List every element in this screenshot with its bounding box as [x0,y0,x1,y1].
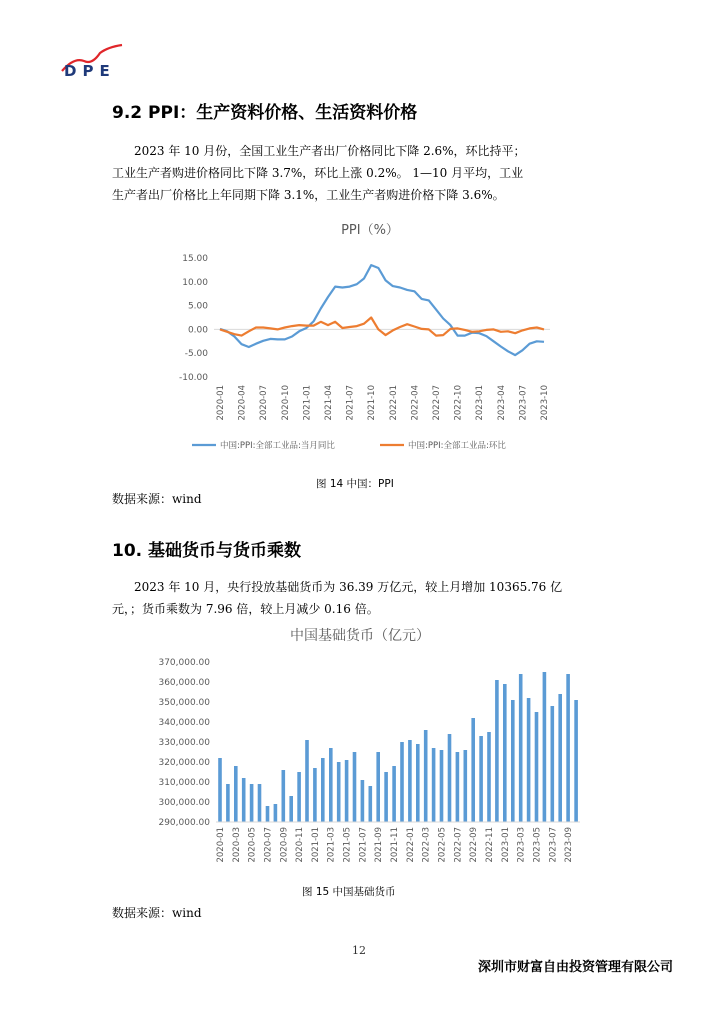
figure-caption-ppi: 图 14 中国：PPI [316,478,394,490]
x-tick-label: 2023-01 [500,827,511,863]
chart-title: PPI（%） [341,223,399,238]
legend-label: 中国:PPI:全部工业品:当月同比 [220,441,335,451]
x-tick-label: 2022-03 [421,827,432,863]
source-note-base-money: 数据来源：wind [112,906,202,920]
x-tick-label: 2020-09 [279,827,290,863]
x-tick-label: 2020-01 [216,385,226,421]
bar [218,758,222,822]
ppi-paragraph-line: 2023 年 10 月份，全国工业生产者出厂价格同比下降 2.6%，环比持平； [134,144,526,158]
x-tick-label: 2020-11 [295,827,306,863]
bar [353,752,357,822]
x-tick-label: 2021-04 [324,385,334,421]
x-tick-label: 2021-09 [374,827,385,863]
y-tick-label: 330,000.00 [158,738,210,748]
y-tick-label: 340,000.00 [158,718,210,728]
bar [574,700,578,822]
x-tick-label: 2022-01 [405,827,416,863]
section-heading-base-money: 10. 基础货币与货币乘数 [112,541,302,561]
base-money-paragraph [112,576,612,620]
y-tick-label: 320,000.00 [158,758,210,768]
bar [345,760,349,822]
x-tick-label: 2022-07 [453,827,464,863]
y-tick-label: 10.00 [182,277,208,288]
x-tick-label: 2020-01 [215,827,226,863]
base-money-paragraph-line: 2023 年 10 月，央行投放基础货币为 36.39 万亿元，较上月增加 10365.76 亿 [134,580,563,594]
x-tick-label: 2023-07 [548,827,559,863]
base-money-paragraph-line: 元，；货币乘数为 7.96 倍，较上月减少 0.16 倍。 [112,602,379,616]
x-tick-label: 2020-05 [247,827,258,863]
bar [313,768,317,822]
bar [471,718,475,822]
x-tick-label: 2022-07 [432,385,442,421]
bar [258,784,262,822]
x-tick-label: 2023-01 [475,385,486,421]
x-tick-label: 2020-07 [263,827,274,863]
bar [234,766,238,822]
figure-caption-base-money: 图 15 中国基础货币 [302,886,396,898]
y-tick-label: 310,000.00 [158,778,210,788]
bar [274,804,278,822]
x-tick-label: 2021-07 [358,827,369,863]
bar [266,806,270,822]
series-line-1 [220,265,544,355]
ppi-paragraph-line: 工业生产者购进价格同比下降 3.7%，环比上涨 0.2%。 1—10 月平均，工业 [112,166,524,180]
bar [432,748,436,822]
bar [440,750,444,822]
x-tick-label: 2021-10 [367,385,378,421]
bar [384,772,388,822]
bar [305,740,309,822]
section-heading-ppi: 9.2 PPI：生产资料价格、生活资料价格 [112,103,418,123]
ppi-paragraph [112,140,612,206]
bar [297,772,301,822]
bar [424,730,428,822]
x-tick-label: 2020-04 [237,385,248,421]
bar [361,780,365,822]
bar [495,680,499,822]
legend-label: 中国:PPI:全部工业品:环比 [408,441,506,451]
base-money-bar-chart [140,622,590,872]
y-tick-label: 290,000.00 [158,818,210,828]
x-tick-label: 2022-09 [469,827,480,863]
company-name: 深圳市财富自由投资管理有限公司 [478,960,674,975]
bar [503,684,507,822]
bar [558,694,562,822]
x-tick-label: 2021-11 [390,827,401,863]
page-number: 12 [352,944,366,957]
x-tick-label: 2020-10 [280,385,291,421]
bar [408,740,412,822]
bar [535,712,539,822]
y-tick-label: 0.00 [187,325,208,336]
bar [400,742,404,822]
bar [329,748,333,822]
x-tick-label: 2023-07 [518,385,529,421]
bar [242,778,246,822]
bar [566,674,570,822]
bar [456,752,460,822]
bar [448,734,452,822]
x-tick-label: 2022-05 [437,827,448,863]
bar [337,762,341,822]
y-tick-label: 360,000.00 [158,678,210,688]
bar [250,784,254,822]
x-tick-label: 2021-05 [342,827,353,863]
bar [464,750,468,822]
x-tick-label: 2020-03 [231,827,242,863]
bar [392,766,396,822]
x-tick-label: 2023-04 [496,385,507,421]
ppi-paragraph-line: 生产者出厂价格比上年同期下降 3.1%，工业生产者购进价格下降 3.6%。 [112,188,505,202]
x-tick-label: 2021-07 [345,385,356,421]
bar [527,698,531,822]
x-tick-label: 2021-03 [326,827,337,863]
x-tick-label: 2021-01 [310,827,321,863]
ppi-line-chart [170,212,570,462]
x-tick-label: 2022-10 [453,385,464,421]
x-tick-label: 2022-04 [410,385,421,421]
bar [511,700,515,822]
bar [551,706,555,822]
bar [369,786,373,822]
x-tick-label: 2023-03 [516,827,527,863]
series-line-2 [220,318,544,336]
x-tick-label: 2023-10 [540,385,550,421]
x-tick-label: 2022-11 [485,827,495,863]
bar [226,784,230,822]
logo-text: DPE [64,62,116,80]
x-tick-label: 2021-01 [302,385,313,421]
bar [519,674,523,822]
bar [543,672,547,822]
y-tick-label: 300,000.00 [158,798,210,808]
y-tick-label: 5.00 [187,301,208,312]
bar [289,796,293,822]
x-tick-label: 2023-09 [564,827,575,863]
x-tick-label: 2022-01 [388,385,399,421]
x-tick-label: 2023-05 [532,827,543,863]
chart-title: 中国基础货币（亿元） [290,628,430,644]
bar [376,752,380,822]
y-tick-label: 370,000.00 [158,658,210,668]
bar [321,758,325,822]
bar [416,744,420,822]
bar [479,736,483,822]
y-tick-label: -10.00 [178,373,208,383]
source-note-ppi: 数据来源：wind [112,492,202,506]
y-tick-label: 15.00 [182,254,208,264]
bar [282,770,286,822]
x-tick-label: 2020-07 [259,385,270,421]
y-tick-label: 350,000.00 [158,698,210,708]
y-tick-label: -5.00 [184,349,208,360]
bar [487,732,491,822]
